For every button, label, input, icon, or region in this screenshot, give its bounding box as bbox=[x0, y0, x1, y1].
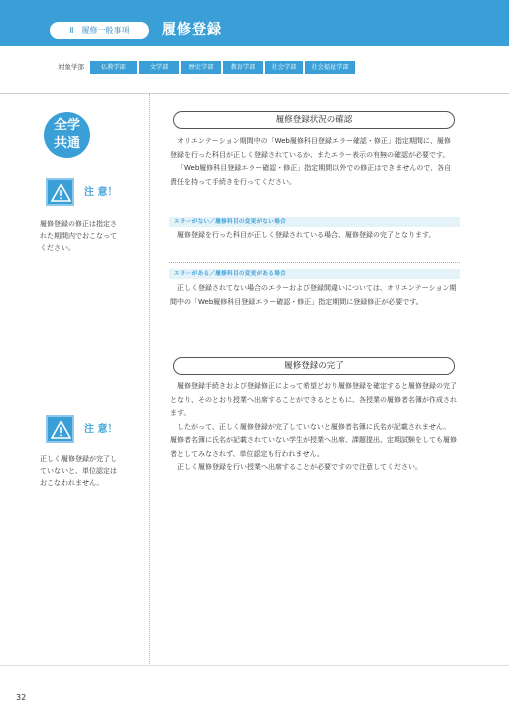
all-faculties-badge bbox=[44, 112, 90, 158]
divider-bottom bbox=[0, 665, 509, 666]
section-title-status-check: 履修登録状況の確認 bbox=[173, 111, 455, 129]
subheading-with-error: エラーがある／履修科目の変更がある場合 bbox=[174, 271, 286, 277]
section1-paragraph-2: 「Web履修科目登録エラー確認・修正」指定期間以外での修正はできませんので、各自責任を持って手続きを行ってください。 bbox=[170, 164, 452, 186]
section1-body bbox=[170, 135, 457, 189]
warning-note-1 bbox=[40, 218, 135, 254]
note-line: れた期間内でおこなって bbox=[40, 232, 117, 240]
note-line: 正しく履修登録が完了し bbox=[40, 455, 117, 463]
column-divider bbox=[149, 94, 150, 664]
warning-note-2 bbox=[40, 453, 135, 489]
dotted-divider bbox=[169, 262, 460, 263]
page-title: 履修登録 bbox=[162, 22, 222, 38]
page-header bbox=[0, 0, 509, 46]
note-line: ください。 bbox=[40, 244, 75, 252]
divider-top bbox=[0, 93, 509, 94]
faculty-tag-buddhism: 仏教学部 bbox=[90, 61, 137, 74]
note-line: ていないと、単位認定は bbox=[40, 467, 117, 475]
section2-paragraph-1: 履修登録手続きおよび登録修正によって希望どおり履修登録を確定すると履修登録の完了となり、そのとおり授業へ出席することができるとともに、各授業の履修者名簿が作成されます。 bbox=[170, 382, 457, 417]
warning-label-1: 注 意！ bbox=[84, 187, 118, 198]
faculty-tag-sociology: 社会学部 bbox=[265, 61, 303, 74]
section-title-completion: 履修登録の完了 bbox=[173, 357, 455, 375]
section2-body bbox=[170, 380, 457, 475]
faculty-tag-history: 歴史学部 bbox=[181, 61, 221, 74]
sub2-body bbox=[170, 282, 457, 309]
faculty-label: 対象学部 bbox=[58, 63, 84, 71]
chapter-label: Ⅱ 履修一般事項 bbox=[50, 22, 149, 39]
faculty-tag-education: 教育学部 bbox=[223, 61, 263, 74]
section2-paragraph-3: 正しく履修登録を行い授業へ出席することが必要ですので注意してください。 bbox=[177, 463, 422, 471]
sub1-body bbox=[170, 229, 457, 243]
faculty-tag-social-welfare: 社会福祉学部 bbox=[305, 61, 355, 74]
badge-line-2: 共通 bbox=[53, 136, 80, 151]
page-number: 32 bbox=[16, 693, 27, 702]
subheading-no-error: エラーがない／履修科目の変更がない場合 bbox=[174, 219, 286, 225]
note-line: 履修登録の修正は指定さ bbox=[40, 220, 117, 228]
section2-paragraph-2: したがって、正しく履修登録が完了していないと履修者名簿に氏名が記載されません。履修者名簿に氏名が記載されていない学生が授業へ出席、課題提出、定期試験をしても履修者としてみなされず、単位認定も行われません。 bbox=[170, 422, 457, 458]
warning-label-2: 注 意！ bbox=[84, 424, 118, 435]
note-line: おこなわれません。 bbox=[40, 479, 104, 487]
sub1-text: 履修登録を行った科目が正しく登録されている場合、履修登録の完了となります。 bbox=[177, 231, 436, 239]
sub2-text: 正しく登録されてない場合のエラーおよび登録間違いについては、オリエンテーション期間中の「Web履修科目登録エラー確認・修正」指定期間に登録修正が必要です。 bbox=[170, 284, 457, 306]
warning-icon bbox=[46, 178, 74, 206]
section1-paragraph-1: オリエンテーション期間中の「Web履修科目登録エラー確認・修正」指定期間に、履修登録を行った科目が正しく登録されているか、またエラー表示の有無の確認が必要です。 bbox=[170, 137, 451, 159]
faculty-tag-letters: 文学部 bbox=[139, 61, 179, 74]
badge-line-1: 全学 bbox=[53, 118, 80, 133]
warning-icon bbox=[46, 415, 74, 443]
